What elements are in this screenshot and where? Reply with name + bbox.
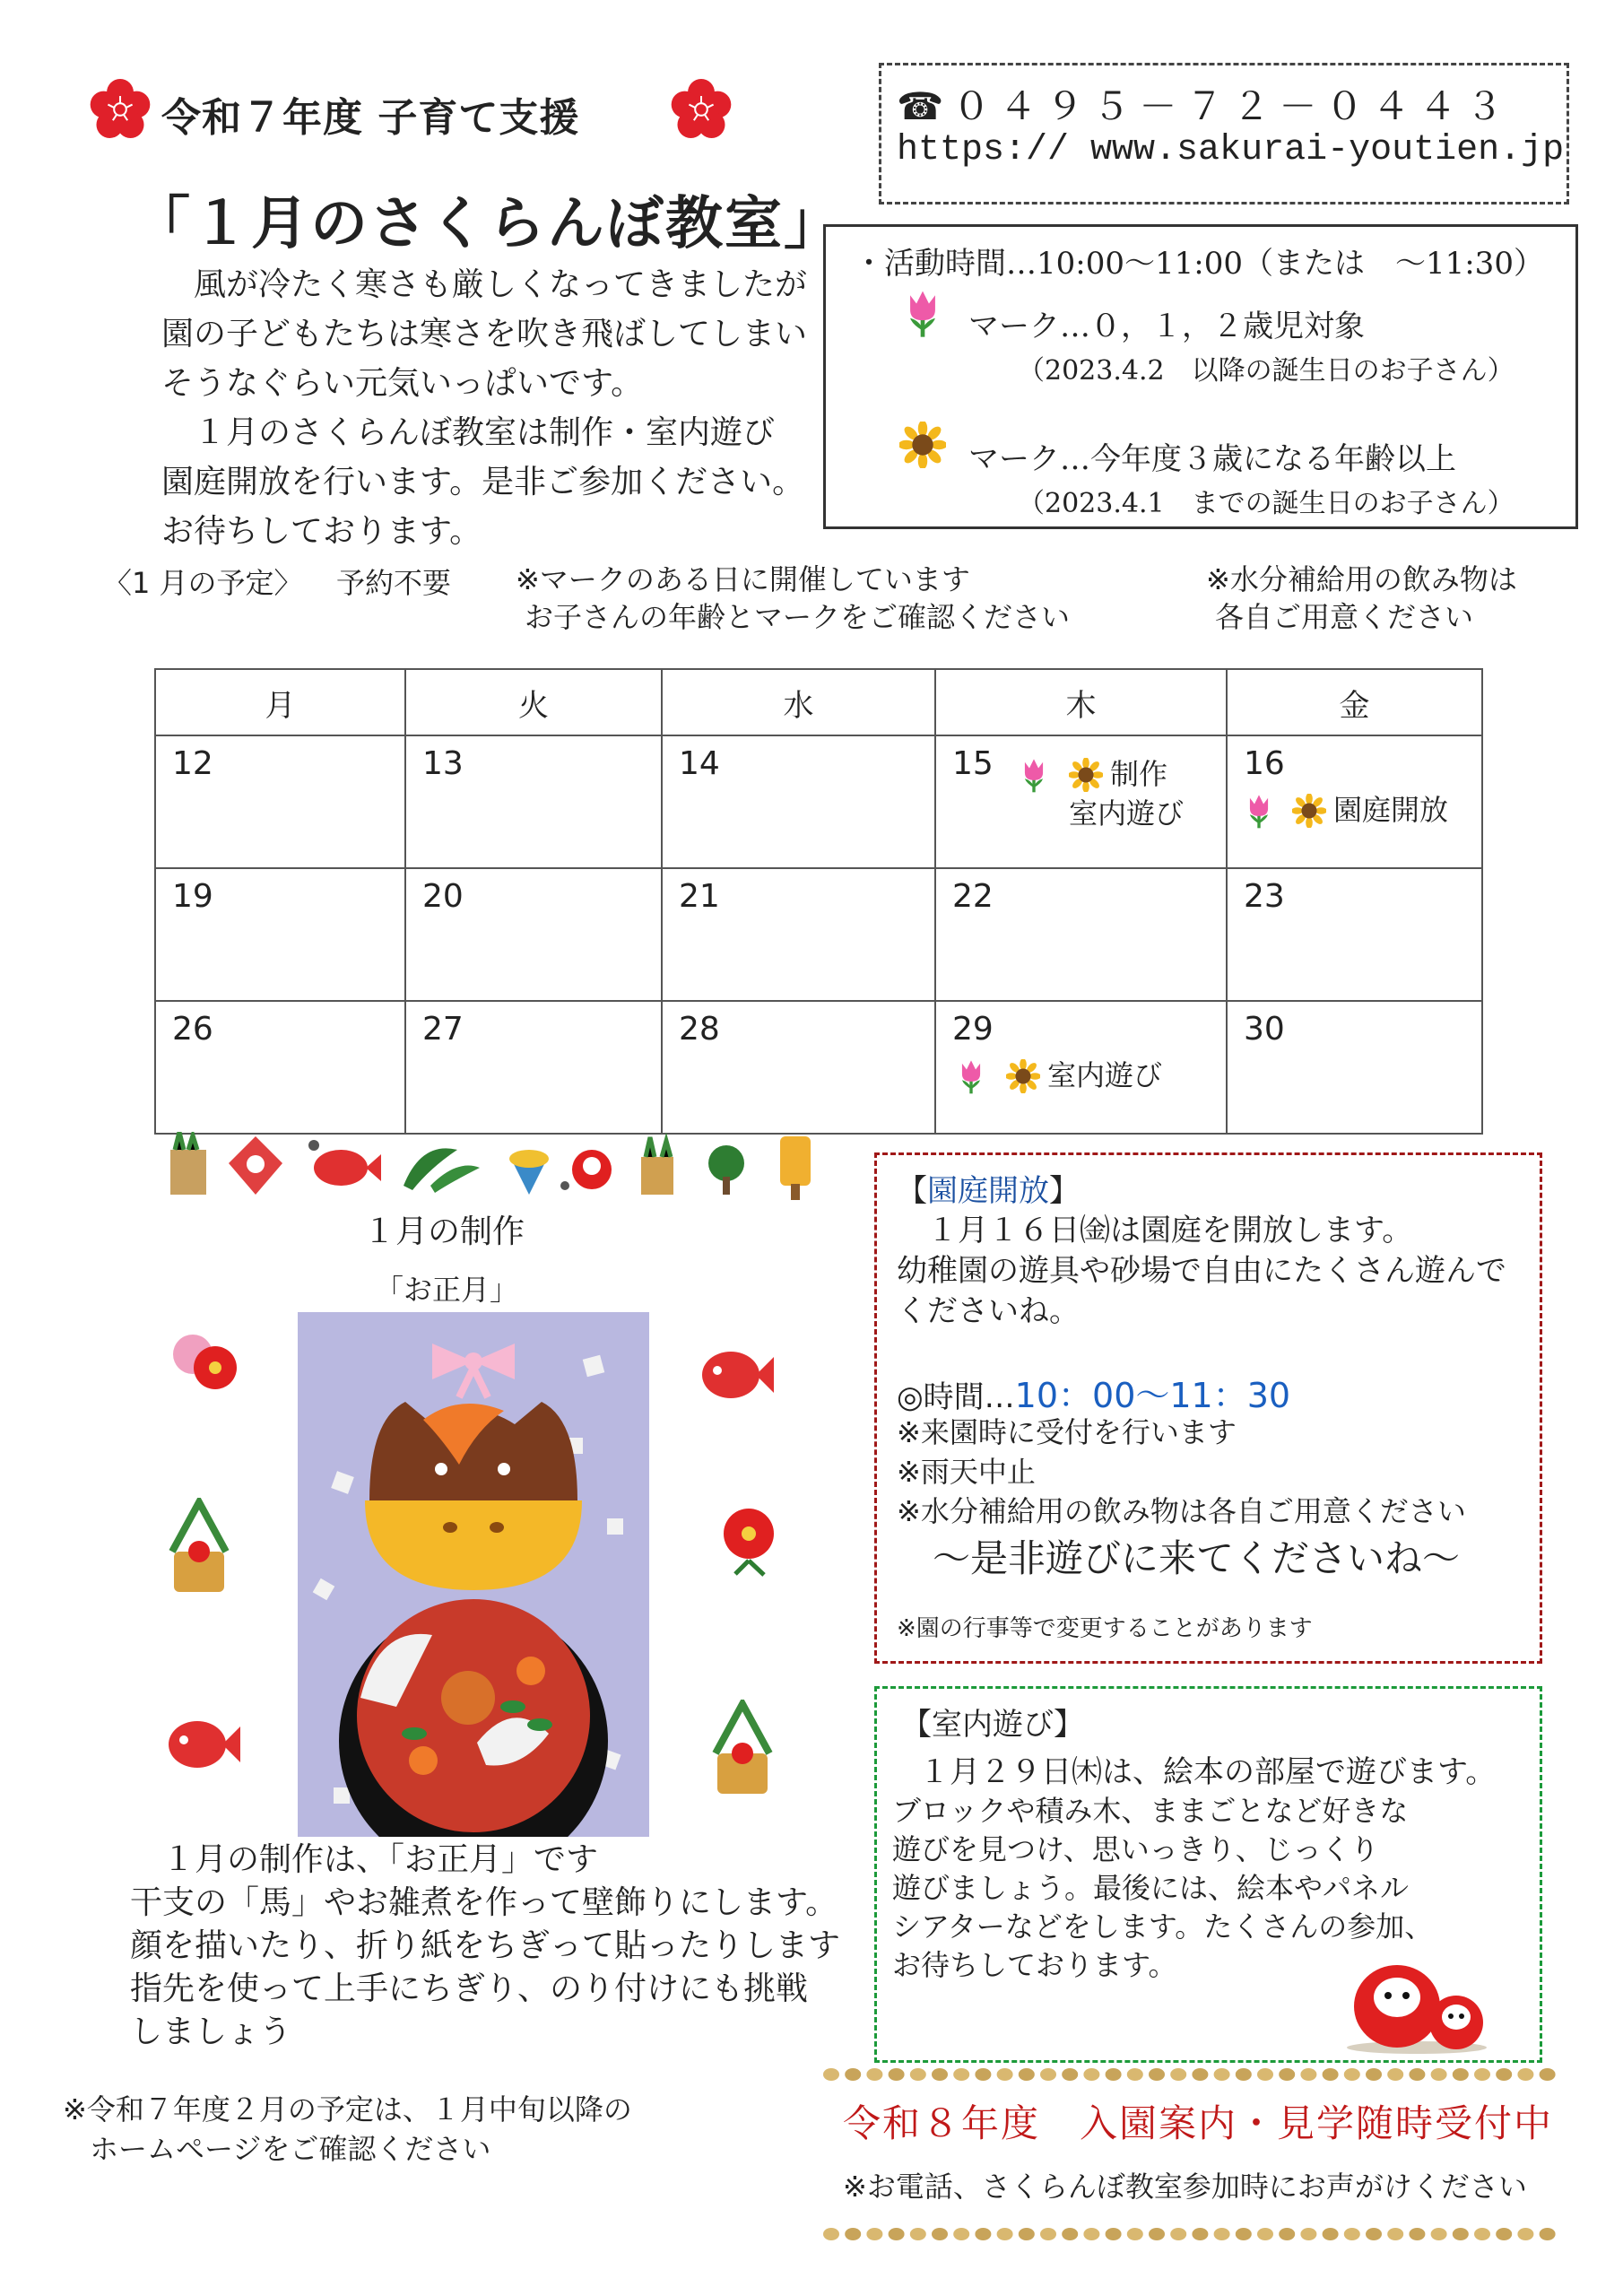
website-url[interactable]: https:// www.sakurai-youtien.jp — [897, 130, 1565, 170]
page-title: 「１月のさくらんぼ教室」 — [133, 191, 843, 257]
event-label: 園庭開放 — [1333, 793, 1449, 827]
day-number: 23 — [1244, 878, 1285, 915]
indoor-play-lead: １月２９日㈭は、絵本の部屋で遊びます。 — [919, 1754, 1497, 1790]
calendar-day-cell — [155, 735, 405, 868]
calendar-day-cell — [935, 735, 1227, 868]
kite-icon — [229, 1136, 282, 1195]
day-number: 30 — [1244, 1011, 1285, 1048]
sea-bream-icon — [695, 1335, 776, 1415]
garden-open-title: 【園庭開放】 — [897, 1173, 1080, 1209]
day-number: 28 — [679, 1011, 720, 1048]
calendar-day-cell — [935, 868, 1227, 1001]
plum-blossom-icon — [166, 1327, 247, 1399]
sea-bream-icon — [314, 1150, 381, 1186]
calendar-day-cell — [405, 1001, 662, 1134]
garden-open-text: １月１６日㈮は園庭を開放します。 幼稚園の遊具や砂場で自由にたくさん遊んで くださいね。 — [897, 1213, 1506, 1329]
garden-change-note: ※園の行事等で変更することがあります — [897, 1615, 1313, 1642]
tulip-icon — [901, 287, 944, 339]
sunflower-icon — [1006, 1059, 1040, 1093]
admission-note: ※お電話、さくらんぼ教室参加時にお声がけください — [843, 2170, 1527, 2204]
garden-open-invitation: ～是非遊びに来てくださいね～ — [933, 1536, 1461, 1580]
weekday-header: 火 — [405, 669, 662, 735]
craft-heading: １月の制作 — [363, 1213, 525, 1250]
tulip-icon — [1019, 756, 1049, 794]
event-label: 制作 — [1110, 757, 1168, 791]
kadomatsu-icon — [170, 1132, 206, 1195]
event-label: 室内遊び — [1047, 1058, 1163, 1092]
plum-blossom-icon — [90, 79, 151, 140]
admission-announcement: 令和８年度 入園案内・見学随時受付中 — [843, 2101, 1554, 2145]
day-number: 13 — [422, 745, 464, 782]
spinning-top-icon — [509, 1150, 549, 1195]
pine-icon — [708, 1145, 744, 1195]
kadomatsu-icon — [154, 1498, 244, 1596]
tulip-icon — [1244, 792, 1274, 830]
sunflower-icon — [1069, 758, 1103, 792]
day-number: 14 — [679, 745, 720, 782]
tulip-mark-note: （2023.4.2 以降の誕生日のお子さん） — [1018, 355, 1515, 387]
activity-time: ・活動時間…10:00～11:00（または ～11:30） — [854, 246, 1544, 282]
sunflower-icon — [1292, 794, 1326, 828]
indoor-play-text: ブロックや積み木、ままごとなど好きな 遊びを見つけ、思いっきり、じっくり 遊びましょう。最後には、絵本やパネル シアターなどをします。たくさんの参加、 お待ちしております。 — [892, 1794, 1434, 1982]
weekday-header: 金 — [1227, 669, 1482, 735]
day-number: 27 — [422, 1011, 464, 1048]
sunflower-icon — [899, 422, 946, 468]
mark-note: ※マークのある日に開催しています お子さんの年齢とマークをご確認ください — [516, 562, 1071, 634]
weekday-header: 木 — [935, 669, 1227, 735]
schedule-label: 〈1 月の予定〉 — [103, 566, 303, 600]
calendar-week-row — [155, 735, 1482, 868]
reservation-note: 予約不要 — [336, 566, 452, 600]
dot-border-top — [820, 2065, 1565, 2084]
craft-description: １月の制作は、「お正月」です 干支の「馬」やお雑煮を作って壁飾りにします。 顔を描いたり、折り紙をちぎって貼ったりします 指先を使って上手にちぎり、のり付けにも挑戦 しましょう — [130, 1841, 841, 2050]
intro-text: 風が冷たく寒さも厳しくなってきましたが 園の子どもたちは寒さを吹き飛ばしてしまい そうなぐらい元気いっぱいです。 １月のさくらんぼ教室は制作・室内遊び 園庭開放を行います。是非ご参加ください。 お待ちしております。 — [161, 266, 808, 550]
calendar-day-cell — [155, 868, 405, 1001]
new-year-craft-artwork — [298, 1312, 649, 1837]
daruma-icon — [1345, 1951, 1488, 2054]
calendar-day-cell — [155, 1001, 405, 1134]
event-label: 室内遊び — [1069, 796, 1185, 831]
plum-blossom-icon — [671, 79, 732, 140]
phone-number[interactable]: ☎０４９５－７２－０４４３ — [897, 84, 1513, 128]
weekday-header: 水 — [662, 669, 935, 735]
calendar-day-cell — [1227, 1001, 1482, 1134]
plum-blossom-icon — [708, 1498, 789, 1578]
bamboo-leaf-icon — [404, 1148, 480, 1193]
day-number: 22 — [952, 878, 994, 915]
craft-name: 「お正月」 — [375, 1273, 519, 1307]
sea-bream-icon — [161, 1704, 242, 1785]
calendar-day-cell — [1227, 868, 1482, 1001]
garden-open-rules: ※来園時に受付を行います ※雨天中止 ※水分補給用の飲み物は各自ご用意ください — [897, 1415, 1466, 1528]
calendar-day-cell — [662, 735, 935, 868]
kadomatsu-icon — [641, 1137, 673, 1195]
craft-photo — [298, 1312, 649, 1837]
kadomatsu-icon — [698, 1700, 787, 1798]
calendar-week-row — [155, 868, 1482, 1001]
calendar-day-cell — [662, 1001, 935, 1134]
calendar-day-cell — [405, 868, 662, 1001]
day-number: 29 — [952, 1011, 994, 1048]
calendar-day-cell — [662, 868, 935, 1001]
weekday-header: 月 — [155, 669, 405, 735]
battledore-icon — [780, 1136, 811, 1200]
day-number: 15 — [952, 745, 994, 782]
dot-border-bottom — [820, 2224, 1565, 2244]
calendar-day-cell — [405, 735, 662, 868]
day-number: 16 — [1244, 745, 1285, 782]
calendar-day-cell — [935, 1001, 1227, 1134]
calendar-day-cell — [1227, 735, 1482, 868]
day-number: 21 — [679, 878, 720, 915]
sunflower-mark-note: （2023.4.1 までの誕生日のお子さん） — [1018, 488, 1515, 519]
february-schedule-note: ※令和７年度２月の予定は、１月中旬以降の ホームページをご確認ください — [63, 2092, 632, 2166]
day-number: 26 — [172, 1011, 213, 1048]
garden-open-time: ◎時間…10：00～11：30 — [897, 1376, 1291, 1415]
program-subtitle: 令和７年度 子育て支援 — [161, 95, 580, 141]
indoor-play-title: 【室内遊び】 — [901, 1707, 1084, 1743]
january-calendar — [154, 668, 1483, 1135]
new-year-decoration-band — [135, 1132, 834, 1204]
calendar-week-row — [155, 1001, 1482, 1134]
sunflower-mark-description: マーク…今年度３歳になる年齢以上 — [968, 441, 1456, 477]
tulip-icon — [956, 1057, 986, 1095]
calendar-header-row — [155, 669, 1482, 735]
day-number: 19 — [172, 878, 213, 915]
day-number: 12 — [172, 745, 213, 782]
drink-note: ※水分補給用の飲み物は 各自ご用意ください — [1206, 562, 1517, 634]
day-number: 20 — [422, 878, 464, 915]
tulip-mark-description: マーク…０，１，２歳児対象 — [968, 309, 1365, 344]
daruma-icon — [572, 1150, 612, 1189]
